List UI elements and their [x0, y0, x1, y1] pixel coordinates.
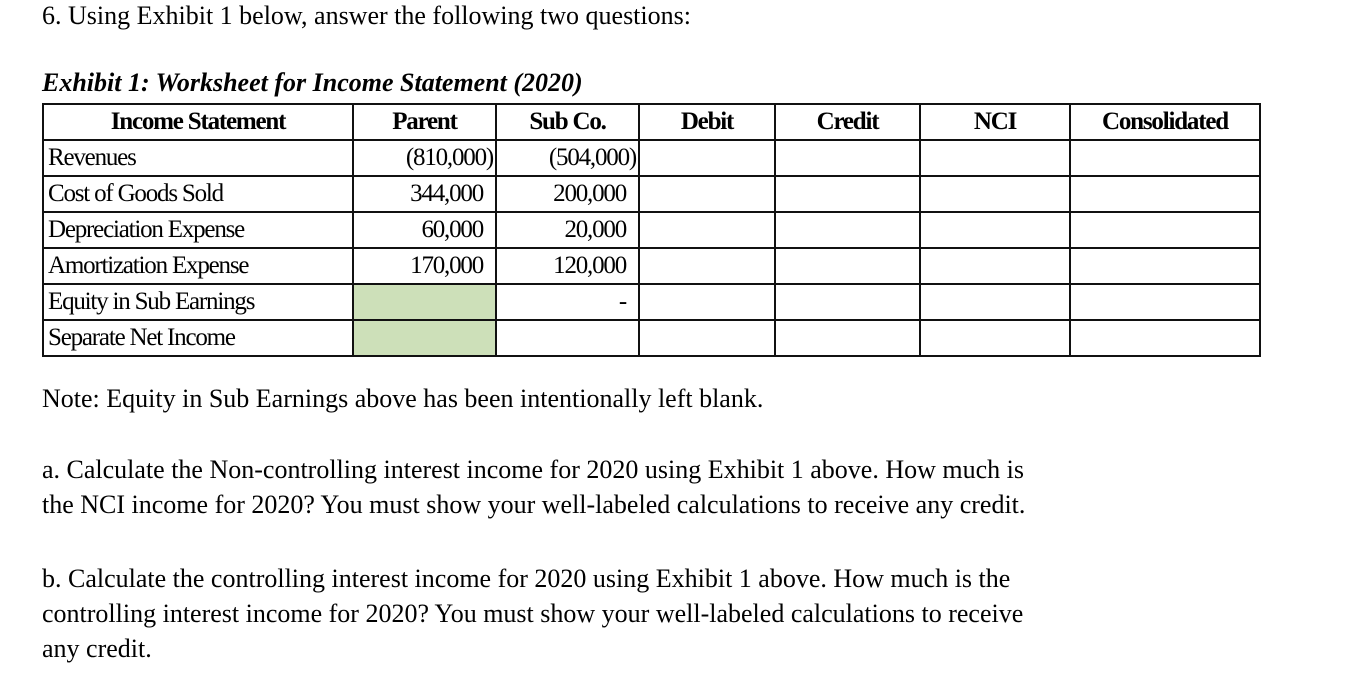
header-income-statement: Income Statement	[43, 104, 353, 140]
parent-blank-cell	[353, 320, 496, 356]
table-row	[43, 320, 1260, 356]
row-label: Revenues	[43, 140, 353, 176]
parent-value: (810,000)	[353, 140, 496, 176]
consolidated-cell	[1070, 320, 1260, 356]
sub-value: 20,000	[496, 212, 639, 248]
header-nci: NCI	[920, 104, 1070, 140]
sub-value	[496, 320, 639, 356]
nci-cell	[920, 212, 1070, 248]
row-label: Depreciation Expense	[43, 212, 353, 248]
table-row	[43, 284, 1260, 320]
parent-value: 170,000	[353, 248, 496, 284]
credit-cell	[775, 320, 920, 356]
credit-cell	[775, 284, 920, 320]
row-label: Cost of Goods Sold	[43, 176, 353, 212]
row-label: Separate Net Income	[43, 320, 353, 356]
table-row	[43, 176, 1260, 212]
debit-cell	[639, 176, 775, 212]
debit-cell	[639, 212, 775, 248]
table-row	[43, 212, 1260, 248]
credit-cell	[775, 176, 920, 212]
note: Note: Equity in Sub Earnings above has been intentionally left blank.	[42, 384, 764, 413]
nci-cell	[920, 176, 1070, 212]
consolidated-cell	[1070, 284, 1260, 320]
header-parent: Parent	[353, 104, 496, 140]
debit-cell	[639, 284, 775, 320]
part-a-line-1: a. Calculate the Non-controlling interest income for 2020 using Exhibit 1 above. How much is	[42, 455, 1025, 484]
consolidated-cell	[1070, 140, 1260, 176]
sub-value: 120,000	[496, 248, 639, 284]
part-a-line-2: the NCI income for 2020? You must show your well-labeled calculations to receive any credit.	[42, 490, 1026, 519]
parent-blank-cell	[353, 284, 496, 320]
consolidated-cell	[1070, 176, 1260, 212]
part-b-line-3: any credit.	[42, 634, 152, 663]
header-debit: Debit	[639, 104, 775, 140]
credit-cell	[775, 212, 920, 248]
nci-cell	[920, 320, 1070, 356]
sub-value: (504,000)	[496, 140, 639, 176]
table-header-row	[43, 104, 1260, 140]
exhibit-title: Exhibit 1: Worksheet for Income Statement (2020)	[42, 68, 583, 97]
parent-value: 60,000	[353, 212, 496, 248]
nci-cell	[920, 140, 1070, 176]
question-heading: 6. Using Exhibit 1 below, answer the following two questions:	[42, 1, 691, 30]
credit-cell	[775, 140, 920, 176]
sub-value: 200,000	[496, 176, 639, 212]
consolidated-cell	[1070, 248, 1260, 284]
table-row	[43, 140, 1260, 176]
consolidated-cell	[1070, 212, 1260, 248]
row-label: Equity in Sub Earnings	[43, 284, 353, 320]
credit-cell	[775, 248, 920, 284]
debit-cell	[639, 140, 775, 176]
row-label: Amortization Expense	[43, 248, 353, 284]
header-consolidated: Consolidated	[1070, 104, 1260, 140]
parent-value: 344,000	[353, 176, 496, 212]
debit-cell	[639, 320, 775, 356]
header-credit: Credit	[775, 104, 920, 140]
worksheet-table	[42, 103, 1261, 357]
debit-cell	[639, 248, 775, 284]
part-b-line-1: b. Calculate the controlling interest income for 2020 using Exhibit 1 above. How much is the	[42, 564, 1011, 593]
nci-cell	[920, 284, 1070, 320]
sub-value: -	[496, 284, 639, 320]
header-sub-co: Sub Co.	[496, 104, 639, 140]
nci-cell	[920, 248, 1070, 284]
part-b-line-2: controlling interest income for 2020? You must show your well-labeled calculations to receive	[42, 599, 1024, 628]
table-row	[43, 248, 1260, 284]
